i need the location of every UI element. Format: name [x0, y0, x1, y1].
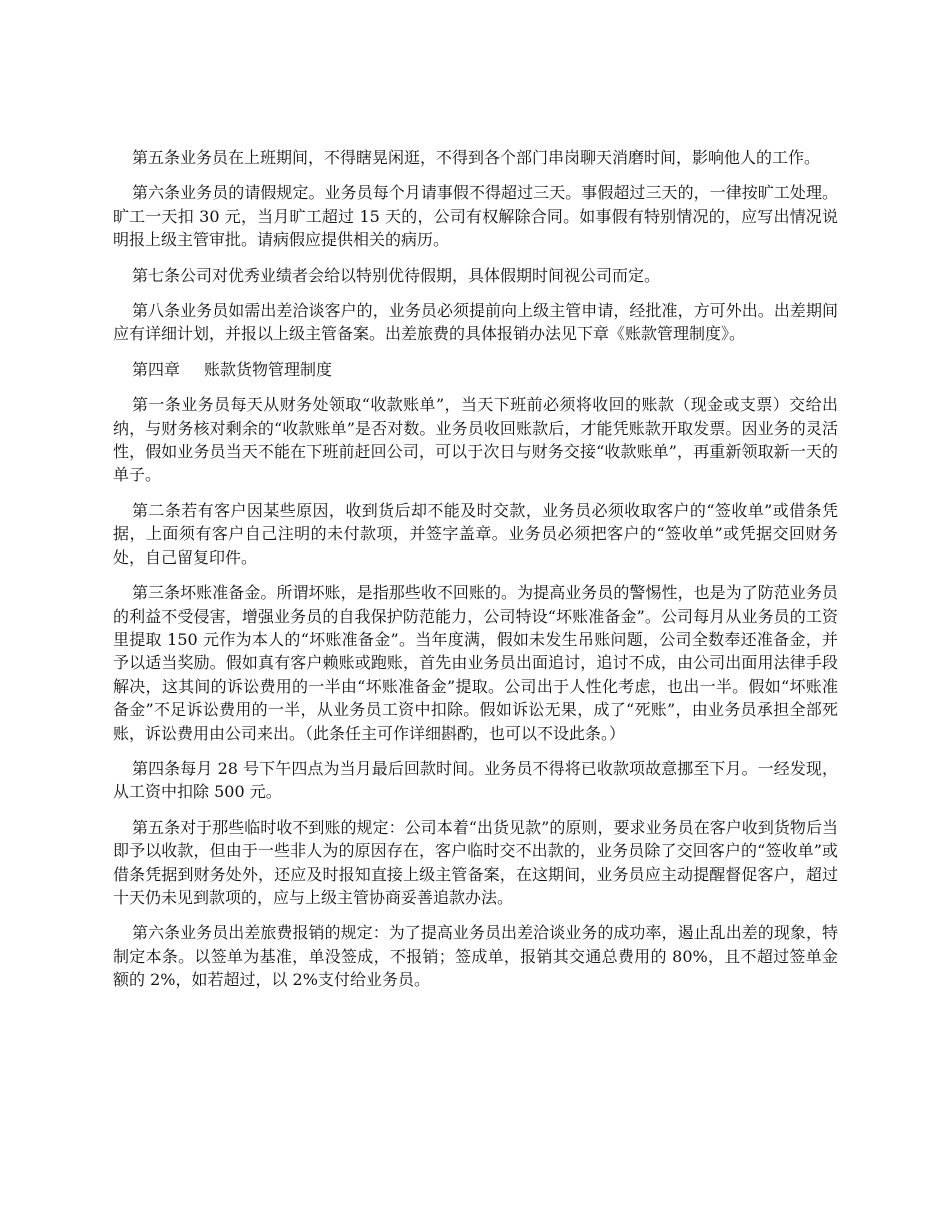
chapter4-article-6-travel-expense: 第六条业务员出差旅费报销的规定：为了提高业务员出差洽谈业务的成功率，遏止乱出差的现象，特制定本条。以签单为基准，单没签成，不报销；签成单，报销其交通总费用的 80%，且不超过签单金额的 2%，如若超过，以 2%支付给业务员。	[113, 923, 838, 990]
chapter4-article-1-collection: 第一条业务员每天从财务处领取“收款账单”，当天下班前必须将收回的账款（现金或支票）交给出纳，与财务核对剩余的“收款账单”是否对数。业务员收回账款后，才能凭账款开取发票。因业务的灵活性，假如业务员当天不能在下班前赶回公司，可以于次日与财务交接“收款账单”，再重新领取新一天的单子。	[113, 395, 838, 485]
article-8-business-trip: 第八条业务员如需出差洽谈客户的，业务员必须提前向上级主管申请，经批准，方可外出。出差期间应有详细计划，并报以上级主管备案。出差旅费的具体报销办法见下章《账款管理制度》。	[113, 301, 838, 344]
document-body	[113, 146, 838, 1004]
article-6-leave-rules: 第六条业务员的请假规定。业务员每个月请事假不得超过三天。事假超过三天的，一律按旷工处理。旷工一天扣 30 元，当月旷工超过 15 天的，公司有权解除合同。如事假有特别情况的，应写出情况说明报上级主管审批。请病假应提供相关的病历。	[113, 183, 838, 250]
article-7-special-leave: 第七条公司对优秀业绩者会给以特别优待假期，具体假期时间视公司而定。	[132, 265, 661, 285]
article-5-work-discipline: 第五条业务员在上班期间，不得瞎晃闲逛，不得到各个部门串岗聊天消磨时间，影响他人的工作。	[132, 148, 821, 167]
chapter-number: 第四章	[132, 359, 181, 379]
chapter4-article-2-receipt: 第二条若有客户因某些原因，收到货后却不能及时交款，业务员必须收取客户的“签收单”或借条凭据，上面须有客户自己注明的未付款项，并签字盖章。业务员必须把客户的“签收单”或凭据交回财务处，自己留复印件。	[113, 500, 838, 567]
chapter4-article-4-deadline: 第四条每月 28 号下午四点为当月最后回款时间。业务员不得将已收款项故意挪至下月。一经发现，从工资中扣除 500 元。	[113, 758, 838, 802]
chapter-heading	[113, 358, 838, 381]
chapter-title: 账款货物管理制度	[204, 359, 333, 379]
chapter4-article-5-temporary: 第五条对于那些临时收不到账的规定：公司本着“出货见款”的原则，要求业务员在客户收到货物后当即予以收款，但由于一些非人为的原因存在，客户临时交不出款的，业务员除了交回客户的“签收单”或借条凭据到财务处外，还应及时报知直接上级主管备案，在这期间，业务员应主动提醒督促客户，超过十天仍未见到款项的，应与上级主管协商妥善追款办法。	[113, 817, 838, 907]
chapter4-article-3-bad-debt: 第三条坏账准备金。所谓坏账，是指那些收不回账的。为提高业务员的警惕性，也是为了防范业务员的利益不受侵害，增强业务员的自我保护防范能力，公司特设“坏账准备金”。公司每月从业务员的工资里提取 150 元作为本人的“坏账准备金”。当年度满，假如未发生吊账问题，公司全数奉还准备金，并予以适当奖励。假如真有客户赖账或跑账，首先由业务员出面追讨，追讨不成，由公司出面用法律手段解决，这其间的诉讼费用的一半由“坏账准备金”提取。公司出于人性化考虑，也出一半。假如“坏账准备金”不足诉讼费用的一半，从业务员工资中扣除。假如诉讼无果，成了“死账”，由业务员承担全部死账，诉讼费用由公司来出。（此条任主可作详细斟酌，也可以不设此条。）	[113, 583, 838, 743]
